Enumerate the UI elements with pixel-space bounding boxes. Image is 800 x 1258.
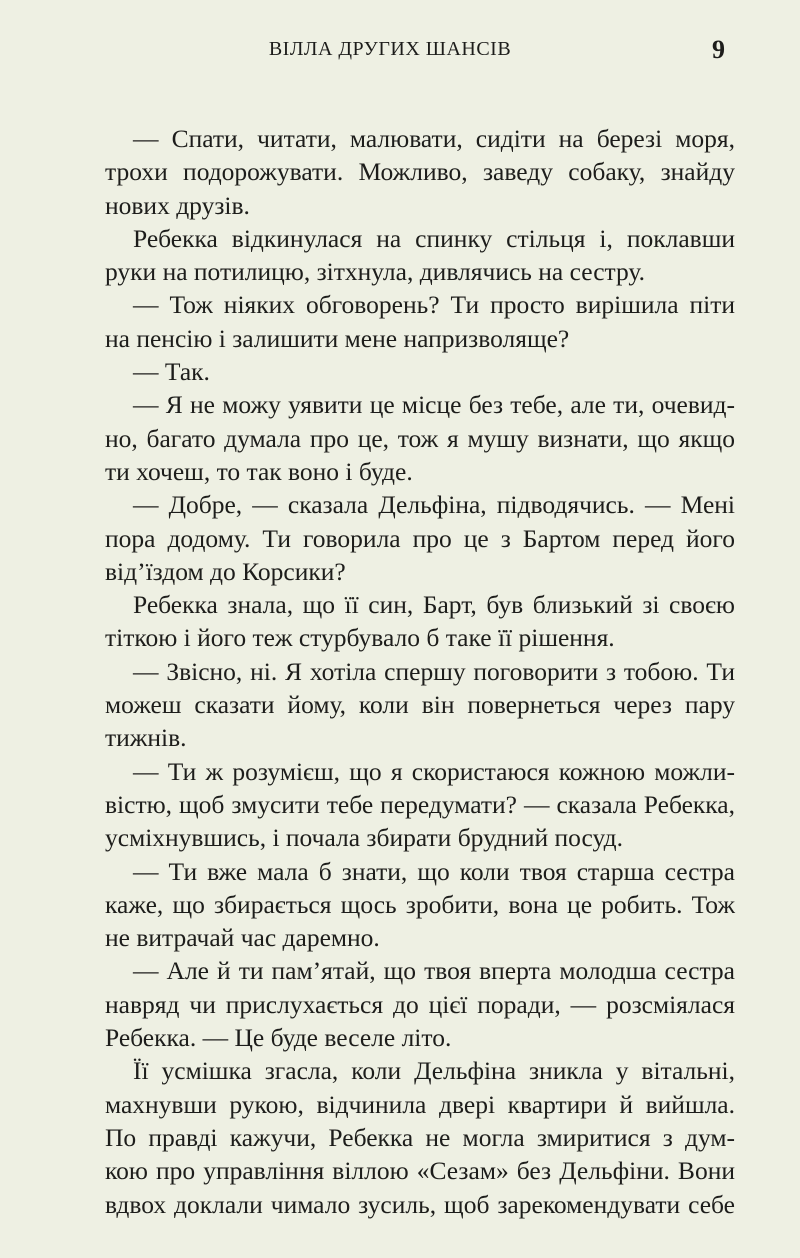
text-line: усміхнувшись, і почала збирати брудний посуд. [105,823,624,853]
page-header [0,35,800,72]
text-line: каже, що збирається щось зробити, вона це робить. Тож [105,889,735,919]
text-line: навряд чи прислухається до цієї поради, — розсміялася [105,989,735,1019]
text-line: Ребекка відкинулася на спинку стільця і, поклавши [133,223,735,253]
text-line: — Спати, читати, малювати, сидіти на березі моря, [133,124,735,153]
text-line: По правді кажучи, Ребекка не могла змиритися з дум- [105,1122,735,1152]
text-line: — Але й ти пам’ятай, що твоя вперта молодша сестра [133,956,735,986]
text-line: вістю, щоб змусити тебе передумати? — сказала Ребекка, [105,789,735,819]
text-line: трохи подорожувати. Можливо, заведу собаку, знайду [105,157,735,187]
text-line: — Добре, — сказала Дельфіна, підводячись. — Мені [133,490,735,520]
text-line: руки на потилицю, зітхнула, дивлячись на сестру. [105,257,645,287]
text-line: — Ти вже мала б знати, що коли твоя старша сестра [133,856,735,886]
text-line: Ребекка знала, що її син, Барт, був близький зі своєю [133,590,735,620]
text-line: — Тож ніяких обговорень? Ти просто вирішила піти [133,290,735,320]
page-number: 9 [712,35,725,64]
text-line: махнувши рукою, відчинила двері квартири й вийшла. [105,1089,735,1119]
body-text [105,122,735,1221]
text-line: тіткою і його теж стурбувало б таке її рішення. [105,623,615,653]
text-line: — Ти ж розумієш, що я скористаюся кожною можли- [133,756,735,786]
text-line: — Так. [133,357,210,387]
text-line: — Я не можу уявити це місце без тебе, але ти, очевид- [133,390,735,420]
text-line: ти хочеш, то так воно і буде. [105,456,413,486]
text-line: можеш сказати йому, коли він повернеться через пару [105,690,735,720]
text-line: Її усмішка згасла, коли Дельфіна зникла у вітальні, [133,1056,735,1086]
text-line: не витрачай час даремно. [105,923,380,953]
running-title: ВІЛЛА ДРУГИХ ШАНСІВ [268,38,512,60]
text-line: на пенсію і залишити мене напризволяще? [105,323,570,353]
text-line: кою про управління віллою «Сезам» без Дельфіни. Вони [105,1156,735,1186]
text-line: від’їздом до Корсики? [105,556,346,586]
text-line: Ребекка. — Це буде веселе літо. [105,1023,452,1053]
text-line: нових друзів. [105,190,250,220]
text-line: — Звісно, ні. Я хотіла спершу поговорити з тобою. Ти [133,656,735,686]
text-line: тижнів. [105,723,187,753]
text-line: пора додому. Ти говорила про це з Бартом перед його [105,523,735,553]
text-line: вдвох доклали чимало зусиль, щоб зарекомендувати себе [105,1189,735,1219]
text-line: но, багато думала про це, тож я мушу визнати, що якщо [105,423,735,453]
